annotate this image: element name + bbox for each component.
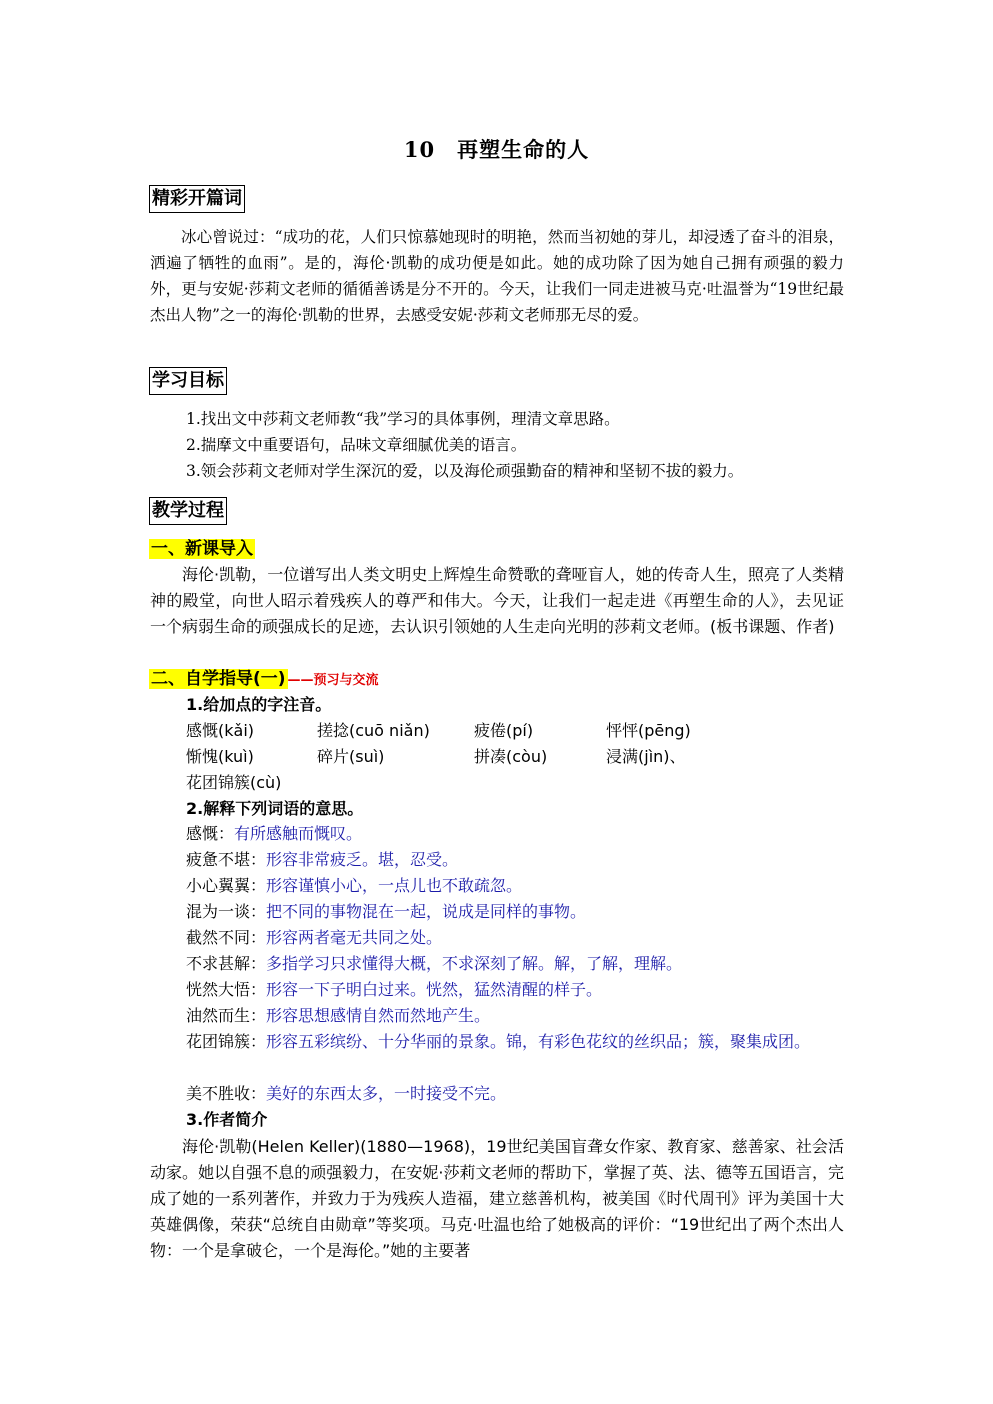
definition-term: 混为一谈： [186, 902, 267, 921]
definition-text: 形容思想感情自然而然地产生。 [266, 1006, 491, 1025]
pinyin-item: 碎片(suì) [317, 747, 385, 766]
definition-text: 形容非常疲乏。堪，忍受。 [266, 850, 459, 869]
definition-term: 不求甚解： [186, 954, 267, 973]
definition-row [186, 847, 458, 873]
pinyin-item: 花团锦簇(cù) [186, 773, 282, 792]
definition-text: 美好的东西太多，一时接受不完。 [266, 1084, 507, 1103]
definition-row [186, 951, 682, 977]
definition-text: 形容两者毫无共同之处。 [266, 928, 443, 947]
definition-text: 多指学习只求懂得大概，不求深刻了解。解，了解，理解。 [266, 954, 683, 973]
pinyin-item: 感慨(kǎi) [186, 721, 255, 740]
definition-row [186, 1003, 490, 1029]
part1-heading [149, 537, 255, 561]
author-paragraph [150, 1134, 844, 1264]
definition-term: 感慨： [186, 824, 235, 843]
section-heading-process: 教学过程 [149, 497, 227, 525]
goal-item: 3.领会莎莉文老师对学生深沉的爱，以及海伦顽强勤奋的精神和坚韧不拔的毅力。 [186, 462, 744, 480]
definition-row [186, 873, 522, 899]
page-title: 10 再塑生命的人 [403, 137, 590, 162]
definition-term: 恍然大悟： [186, 980, 267, 999]
part1-heading-text: 一、新课导入 [151, 539, 253, 559]
definition-term: 美不胜收： [186, 1084, 267, 1103]
section-heading-goals: 学习目标 [149, 367, 227, 395]
opening-text: 冰心曾说过：“成功的花，人们只惊慕她现时的明艳，然而当初她的芽儿，却浸透了奋斗的泪泉，洒遍了牺牲的血雨”。是的，海伦·凯勒的成功便是如此。她的成功除了因为她自己拥有顽强的毅力外，更与安妮·莎莉文老师的循循善诱是分不开的。今天，让我们一同走进被马克·吐温誉为“19世纪最杰出人物”之一的海伦·凯勒的世界，去感受安妮·莎莉文老师那无尽的爱。 [150, 228, 844, 324]
part2-heading-suffix: ——预习与交流 [287, 673, 379, 688]
definition-text: 有所感触而慨叹。 [234, 824, 363, 843]
pinyin-item: 浸满(jìn)、 [606, 747, 686, 766]
pinyin-item: 惭愧(kuì) [186, 747, 254, 766]
definition-term: 花团锦簇： [186, 1032, 267, 1051]
section-heading-opening: 精彩开篇词 [149, 185, 245, 213]
definition-text: 形容一下子明白过来。恍然，猛然清醒的样子。 [266, 980, 603, 999]
definition-term: 疲惫不堪： [186, 850, 267, 869]
definition-text: 把不同的事物混在一起，说成是同样的事物。 [266, 902, 587, 921]
definition-text: 形容谨慎小心，一点儿也不敢疏忽。 [266, 876, 523, 895]
definition-row [186, 977, 602, 1003]
definition-row [186, 925, 442, 951]
pinyin-item: 搓捻(cuō niǎn) [317, 721, 430, 740]
pinyin-item: 疲倦(pí) [474, 721, 534, 740]
part2-heading-text: 二、自学指导(一) [151, 669, 286, 689]
definition-row [186, 821, 362, 847]
part1-text: 海伦·凯勒，一位谱写出人类文明史上辉煌生命赞歌的聋哑盲人，她的传奇人生，照亮了人类精神的殿堂，向世人昭示着残疾人的尊严和伟大。今天，让我们一起走进《再塑生命的人》，去见证一个病弱生命的顽强成长的足迹，去认识引领她的人生走向光明的莎莉文老师。(板书课题、作者) [150, 565, 844, 636]
author-text: 海伦·凯勒(Helen Keller)(1880—1968)，19世纪美国盲聋女作家、教育家、慈善家、社会活动家。她以自强不息的顽强毅力，在安妮·莎莉文老师的帮助下，掌握了英、法、德等五国语言，完成了她的一系列著作，并致力于为残疾人造福，建立慈善机构，被美国《时代周刊》评为美国十大英雄偶像，荣获“总统自由勋章”等奖项。马克·吐温也给了她极高的评价：“19世纪出了两个杰出人物：一个是拿破仑，一个是海伦。”她的主要著 [150, 1137, 844, 1260]
definition-term: 小心翼翼： [186, 876, 267, 895]
pinyin-item: 怦怦(pēng) [606, 721, 691, 740]
part1-paragraph [150, 562, 844, 640]
definition-text: 形容五彩缤纷、十分华丽的景象。锦，有彩色花纹的丝织品；簇，聚集成团。 [266, 1032, 811, 1051]
definition-row-wrapped [150, 1029, 844, 1055]
question-2: 2.解释下列词语的意思。 [186, 799, 364, 818]
goal-item: 2.揣摩文中重要语句，品味文章细腻优美的语言。 [186, 436, 527, 454]
goal-item: 1.找出文中莎莉文老师教“我”学习的具体事例，理清文章思路。 [186, 410, 620, 428]
pinyin-item: 拼凑(còu) [474, 747, 548, 766]
definition-term: 油然而生： [186, 1006, 267, 1025]
definition-row [186, 1081, 506, 1107]
definition-term: 截然不同： [186, 928, 267, 947]
definition-row [186, 899, 586, 925]
part2-heading [149, 667, 379, 693]
question-1: 1.给加点的字注音。 [186, 695, 332, 714]
opening-paragraph [150, 224, 844, 328]
question-3: 3.作者简介 [186, 1110, 268, 1129]
